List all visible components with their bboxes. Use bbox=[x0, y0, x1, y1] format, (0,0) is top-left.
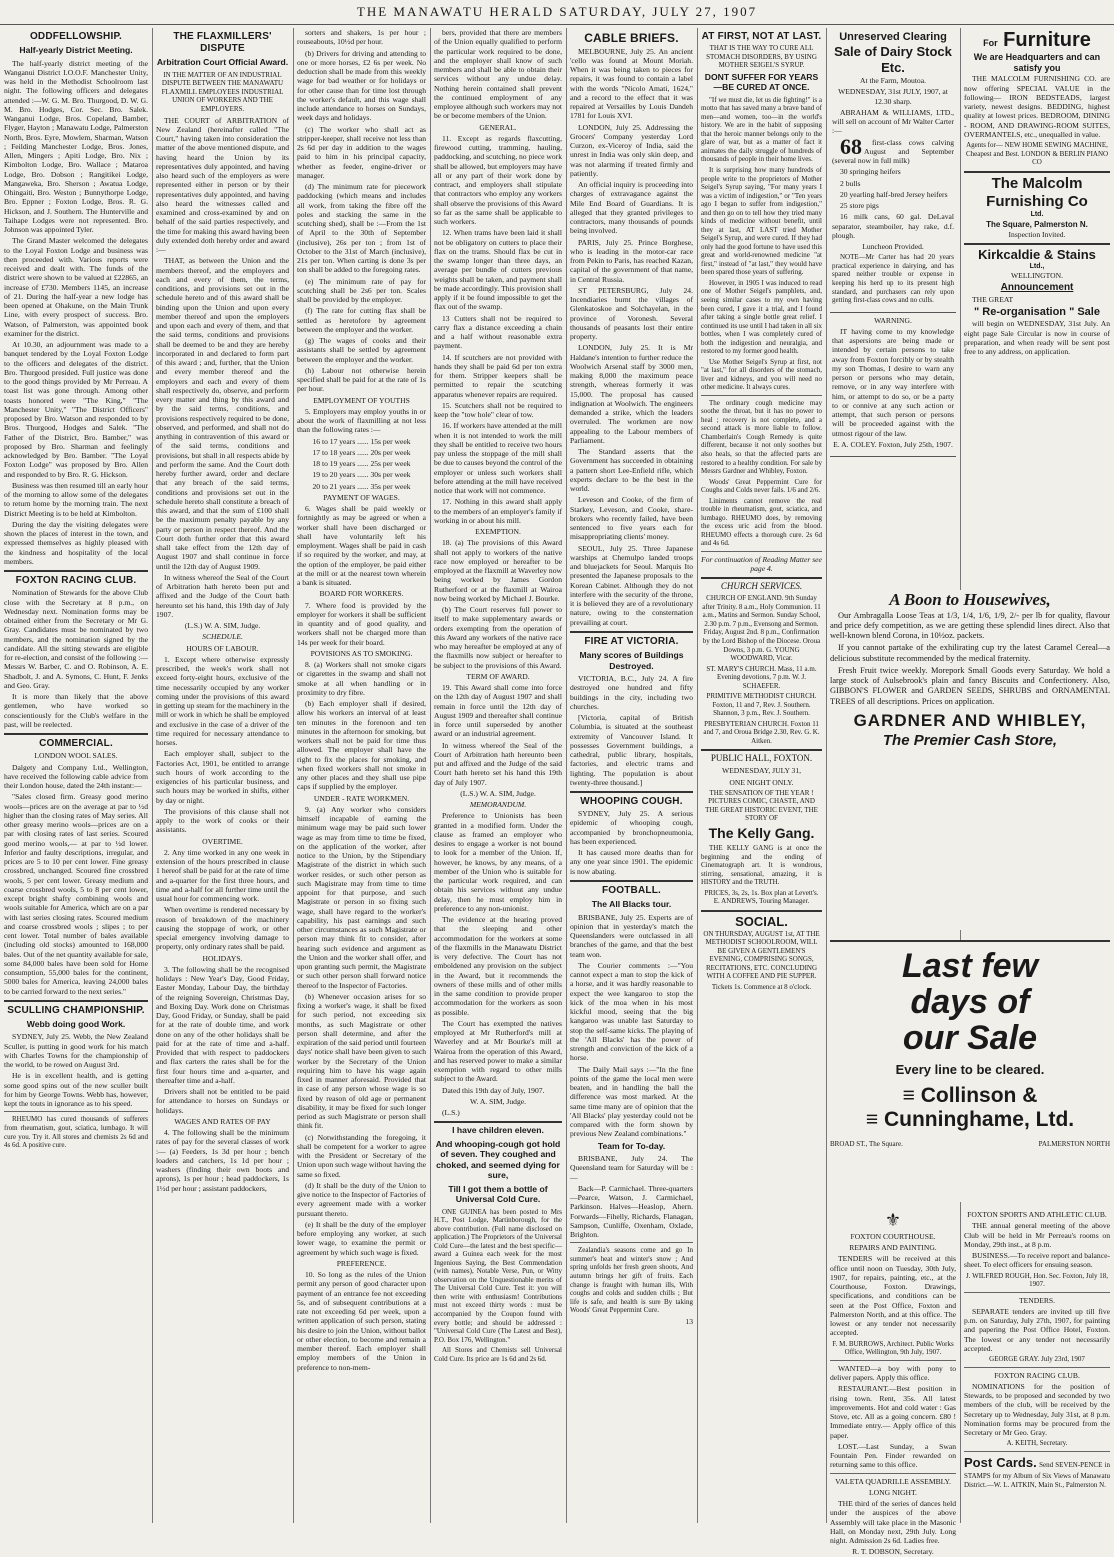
divider bbox=[701, 577, 822, 579]
advert-warning bbox=[830, 313, 956, 458]
heading-football: FOOTBALL. bbox=[601, 884, 661, 896]
advert-paragraph: THE MALCOLM FURNISHING CO. are now offering SPECIAL VALUE in the following— IRON BEDSTEADS, largest variety, newest designs. BEDDING, highest quality at lowest prices. BEDROOM, DINING - ROOM, AND DRAWING-ROOM SUITES, OVERMANTELS, etc., unequalled in value. bbox=[964, 74, 1110, 139]
article-paragraph: Dated this 19th day of July, 1907. bbox=[442, 1085, 545, 1095]
section-title: MEMORANDUM. bbox=[469, 800, 527, 809]
article-paragraph: The Standard asserts that the Government has succeeded in obtaining a pattern short Lee-Enfield rifle, which experts declare to be the best in the world. bbox=[570, 447, 693, 494]
article-paragraph: The Grand Master welcomed the delegates to the Loyal Foxton Lodge and business was then proceeded with. Various reports were received and dealt with. The funds of the district were shown to be valued at £22865, an increase of £730. Members 1145, an increase of 21. During the half-year a new lodge has been opened at Ohakune, on the Main Trunk Line, with every prospect of success. Bro. Watson, of Palmerston, was appointed book examiner for the district. bbox=[4, 236, 148, 338]
advert-title: Last few bbox=[901, 947, 1039, 985]
article-paragraph: The provisions of this clause shall not apply to the work of cooks or their assistants. bbox=[156, 806, 289, 835]
article-paragraph: During the day the visiting delegates were shown the places of interest in the town, and expressed themselves as highly pleased with the kindness and hospitality of the local members. bbox=[4, 519, 148, 566]
article-paragraph: 16. If workers have attended at the mill when it is not intended to work the mill they shall be entitled to receive two hours pay unless the stoppage of the mill shall be due to causes beyond the control of the employer or unless such workers shall before attending at the mill have received notice that work will not commence. bbox=[434, 421, 562, 495]
advert-line: We are Headquarters and can satisfy you bbox=[973, 52, 1101, 74]
advert-line: At the Farm, Moutoa. bbox=[859, 76, 926, 86]
heading-whooping-cough: WHOOPING COUGH. bbox=[580, 796, 683, 808]
divider bbox=[434, 1121, 562, 1123]
divider bbox=[964, 1292, 1110, 1293]
cow-count: 68 bbox=[840, 133, 862, 159]
signature: (L.S.) W. A. SIM, Judge. bbox=[460, 788, 536, 798]
advert-paragraph: It is surprising how many hundreds of people write to the proprietors of Mother Seigel's Syrup saying, "For many years I was a victim of indigestion," or "Ten years ago I began to suffer from indigestion," and then go on to tell how they tried many kinds of medicine without benefit, until they at last, AT LAST tried Mother Seigel's Syrup, and were cured. If they had only had the good fortune to have used this great and world-renowned medicine "at first," instead of "at last," they would have been spared those years of suffering. bbox=[701, 166, 822, 277]
rate-row: 16 to 17 years ...... 15s per week bbox=[312, 436, 411, 446]
divider bbox=[964, 243, 1110, 245]
divider bbox=[4, 1111, 148, 1112]
advert-collinson bbox=[830, 940, 1110, 1202]
article-paragraph: 6. Wages shall be paid weekly or fortnightly as may be agreed or when a worker shall have been discharged or shall have voluntarily left his employment. Wages shall be paid in cash if so required by the worker, and may, at the option of the employer, be paid either at the mill or at the nearest town wherein a bank is situated. bbox=[297, 504, 426, 587]
advert-paragraph: ABRAHAM & WILLIAMS, LTD., will sell on account of Mr Walter Carter :— bbox=[832, 107, 954, 136]
section-title: FOXTON RACING CLUB. bbox=[994, 1370, 1080, 1380]
divider bbox=[570, 791, 693, 793]
section-title: POVISIONS AS TO SMOKING. bbox=[310, 648, 413, 658]
article-paragraph: (e) The minimum rate of pay for scutching shall be 2s6 per ton. Scales shall be provided by the employer. bbox=[297, 276, 426, 304]
article-paragraph: "Sales closed firm. Greasy good merino wools—prices are on the average at par to ½d higher than the closing rates of May series. All other greasy merino wools—prices are on a par with closing rates of last series. Scoured good merino wools,— at par to ½d lower. Inferior and faulty descriptions, irregular, and prices are 5 to 10 per cent lower. Fine greasy crossbred, unchanged. Scoured fine crossbred wools, 5 per cent lower. Greasy medium and coarse crossbred wools, 5 to 8 per cent lower, except bright shafty combining wools and wools suitable for America, which are on a par with last series closing rates. Scoured medium and coarse crossbred wools ; slipes ; to per cent lower. Total number of bales available (including old stocks) amounted to 168,000 bales. Out of the net quantity available for sale, some 84,000 bales have been sold for Home consumption, 55,000 bales for the continent, 5000 bales for America, leaving 24,000 bales to be carried forward to the next series." bbox=[4, 792, 148, 996]
heading-commercial: COMMERCIAL. bbox=[39, 738, 113, 750]
store-name: GARDNER AND WHIBLEY, bbox=[853, 710, 1087, 730]
article-paragraph: PARIS, July 25. Prince Borghese, who is leading in the motor-car race from Pekin to Paris, has reached Kazan, capital of the government of that name, in Central Russia. bbox=[570, 237, 693, 284]
section-title: BOARD FOR WORKERS. bbox=[319, 589, 404, 599]
advert-heading: Till I got them a bottle of Universal Cold Cure. bbox=[448, 1183, 548, 1205]
column-3 bbox=[297, 28, 426, 1523]
advert-title: days of bbox=[910, 983, 1030, 1021]
advert-paragraph: If you cannot partake of the exhilirating cup try the latest Caramel Cereal—a delicious substitute recommended by the medical fraternity. bbox=[830, 643, 1110, 663]
divider bbox=[701, 395, 822, 396]
column-5 bbox=[570, 28, 693, 1523]
event-line: THE SENSATION OF THE YEAR ! PICTURES COMIC, CHASTE, AND THE GREAT HISTORIC EVENT, THE STORY OF bbox=[705, 788, 818, 823]
article-paragraph: (b) Each employer shall if desired, allow his workers an interval of at least ten minutes in the forenoon and ten minutes in the afternoon for smoking, but workers shall not be paid for time thus allowed. The employer shall have the right to fix the places for smoking, and when fixed workers shall not smoke in any other places and they shall use pipe caps if supplied by the employer. bbox=[297, 699, 426, 792]
article-paragraph: Leveson and Cooke, of the firm of Starkey, Leveson, and Cooke, share-brokers who recently failed, have been sentenced to five years each for misappropriating clients' money. bbox=[570, 495, 693, 542]
divider bbox=[701, 749, 822, 751]
advert-title: Post Cards. bbox=[964, 1454, 1037, 1470]
advert-line: WEDNESDAY, 31st JULY, 1907, at 12.30 sharp. bbox=[838, 87, 948, 106]
subheading: Arbitration Court Official Award. bbox=[156, 57, 289, 68]
column-6 bbox=[701, 28, 822, 1523]
heading-flaxmillers: THE FLAXMILLERS' DISPUTE bbox=[173, 31, 272, 55]
article-paragraph: LONDON, July 25. Addressing the Grocers' Company yesterday Lord Curzon, ex-Viceroy of India, said the unrest in India was only skin deep, and was not alarming if treated firmly and patiently. bbox=[570, 122, 693, 178]
advert-paragraph: NOMINATIONS for the position of Stewards, to be proposed and seconded by two members of the club, will be received by the Secretary up to Wednesday, July 31st, at 8 p.m. Nomination forms may be procured from the Secretary or Mr Geo. Gray. bbox=[964, 1381, 1110, 1438]
lot-item: 25 store pigs bbox=[840, 201, 879, 211]
article-paragraph: 10. So long as the rules of the Union permit any person of good character upon payment of an entrance fee not exceeding 5s, and of subsequent contributions at a rate not exceeding 6d per week, upon a written application of such person, stating his desire to join the Union, without ballot or other election, to become and remain a member thereof. Each employer shall employ members of the Union in preference to non-mem- bbox=[297, 1270, 426, 1372]
article-paragraph: LONDON, July 25. It is Mr Haldane's intention to further reduce the Woolwich Arsenal staff by 3000 men, making 8,000 the maximum peace strength, whereas formerly it was 15,000. The proposal has caused indignation at Woolwich. The engineers demanded a strike, which the leaders overruled. The workmen are now appealing to the Labour members of Parliament. bbox=[570, 343, 693, 445]
company-name: Furnishing Co bbox=[986, 192, 1088, 210]
article-paragraph: Nomination of Stewards for the above Club close with the Secretary at 8 p.m., on Wednesday next. Nomination forms may be obtained either from the Secretary or Mr G. Gray. Candidates must be nominated by two members, and the nomination signed by the candidate. All the sitting stewards are eligible for re-election, and consist of the following :—Messrs W. Barber, C. and O. Robinson, A. E. Shadbolt, J. and A. Symons, C. Hunt, F. Jenks and Geo. Gray. bbox=[4, 588, 148, 690]
advert-title: our Sale bbox=[902, 1019, 1038, 1057]
advert-title: Sale of Dairy Stock Etc. bbox=[834, 44, 952, 76]
article-paragraph: 7. Where food is provided by the employer for workers it shall be sufficient in quantity and of good quality, and workers shall not be charged more than 14s per week for their board. bbox=[297, 600, 426, 647]
advert-verse: Zealandia's seasons come and go In summer's heat and winter's snow ; And spring unfolds her fresh green shoots, And autumn brings her gift of fruits. Each change is fraught with human ills, With coughs and colds and sudden chills ; But life is safe, and health is sure By taking Woods' Great Peppermint Cure. bbox=[570, 1246, 693, 1315]
divider bbox=[570, 880, 693, 882]
article-paragraph: (d) The minimum rate for piecework paddocking (which means and includes all work, from taking the fibre off the poles and stacking the same in the scutching shed), shall be :—From the 1st of April to the 30th of September (inclusive), 26s per ton ; from 1st of October to the 31st of March (inclusive), 21s per ton. When carting is done 3s per ton shall be added to the foregoing rates. bbox=[297, 182, 426, 275]
advert-paragraph: THE KELLY GANG is at once the beginning and the ending of Cinematograph art. It is wondrous, stirring, sensational, amazing, it is HISTORY and the TRUTH. bbox=[701, 844, 822, 887]
company-name: ≡ Collinson & bbox=[902, 1083, 1038, 1107]
advert-paragraph: Woods' Great Peppermint Cure for Coughs and Colds never fails. 1/6 and 2/6. bbox=[701, 477, 822, 495]
article-paragraph: 17. Nothing in this award shall apply to the members of an employer's family if working in or about his mill. bbox=[434, 497, 562, 525]
article-paragraph: Dalgety and Company Ltd., Wellington, have received the following cable advice from their London house, dated the 24th instant:— bbox=[4, 762, 148, 791]
subheading: LONDON WOOL SALES. bbox=[34, 751, 118, 761]
advert-paragraph: Use Mother Seigel's Syrup at first, not "at last," for all disorders of the stomach, liver and kidneys, and you will need no other medicine. It always cures. bbox=[701, 357, 822, 392]
article-paragraph: The Courier comments :—"You cannot expect a man to stop the kick of a horse, and it was hardly reasonable to expect the wee kangaroo to stop the kick of the moa when in his most kickful mood, seeing that the big kangaroo was unable last Saturday to stop the self-same kicks. The playing of the 'All Blacks' has the power of strength and conviction of the kick of a horse. bbox=[570, 960, 693, 1063]
article-paragraph: 11. Except as regards flaxcutting, firewood cutting, tramming, hauling, paddocking, and scutching, no piece work shall be allowed, but employers may have all or any part of their work done by contract, and employers shall stipulate that contractors who employ any workers shall observe the provisions of this Award so far as the same shall be applicable to such workers. bbox=[434, 133, 563, 226]
column-rule bbox=[152, 28, 153, 1523]
column-2 bbox=[156, 28, 289, 1523]
article-paragraph: (g) The wages of cooks and their assistants shall be settled by agreement between the employer and the worker. bbox=[297, 336, 426, 364]
advert-paragraph: All Stores and Chemists sell Universal Cold Cure. Its price are 1s 6d and 2s 6d. bbox=[434, 1346, 562, 1363]
advert-paragraph: However, in 1905 I was induced to read one of Mother Seigel's pamphlets, and, seeing similar cases to my own having been cured, I gave it a trial, and I found after taking a single bottle great relief. I continued its use until I had taken in all six bottles, when I was completely cured of both the indigestion and neuralgia, and restored to my former good health. bbox=[701, 278, 822, 356]
article-paragraph: 4. The following shall be the minimum rates of pay for the several classes of work :— (a) Feeders, 1s 3d per hour ; bench loaders and catchers, 1s 1d per hour ; washers (finding their own boots and aprons), 1s per hour ; head paddockers, 1s 1½d per hour ; assistant paddockers, bbox=[156, 1128, 289, 1193]
article-paragraph: (c) The worker who shall act as stripper-keeper, shall receive not less than 2s 6d per day in addition to the wages paid to him in his principal capacity, whether as feeder, engine-driver or manager. bbox=[297, 124, 426, 180]
heading-oddfellowship: ODDFELLOWSHIP. bbox=[29, 31, 123, 42]
advert-title: For bbox=[983, 38, 998, 48]
company-suffix: Ltd., bbox=[1029, 262, 1045, 270]
article-paragraph: 18. (a) The provisions of this Award shall not apply to workers of the native race now employed or hereafter to be employed at the flaxmill at Waverley now being worked by James Gordon Rutherford or at the flaxmill at Wairoa now being worked by Michael J. Bourke. bbox=[434, 538, 562, 603]
article-paragraph: Preference to Unionists has been granted in a modified form. Under the clause as framed an employer who desires to engage a worker is not bound to look for a member of the Union. If, however, he knows, by any means, of a member of the Union who is suitable for the particular work required, and can obtain his services without any undue delay, then he must employ him in preference to any non-unionist. bbox=[434, 811, 562, 913]
article-paragraph: He is in excellent health, and is getting some good spins out of the new sculler built for him by George Towns. Webb has, however, kept the touts in ignorance as to his speed. bbox=[4, 1071, 148, 1109]
church-listing: CHURCH OF ENGLAND. 9th Sunday after Trinity. 8 a.m., Holy Communion. 11 a.m., Matins and Sermon. Sunday School, 2.30 p.m. 7 p.m., Evensong and Sermon. Friday, August 2nd. 8 p.m., Confirmation by the Lord Bishop of the Diocese. Oroua Downs, 3 p.m. G. YOUNG WOODWARD, Vicar. bbox=[702, 594, 821, 663]
article-paragraph: SEOUL, July 25. Three Japanese warships at Chemulpo landed troops and bluejackets for Seoul. Marquis Ito presented the Japanese proposals to the Korean Cabinet. Although they do not interfere with the security of the throne, it is believed they are of a revolutionary nature, owing to the consternation prevailing at court. bbox=[570, 543, 693, 627]
continuation-note: For continuation of Reading Matter see page 4. bbox=[701, 554, 822, 574]
advert-paragraph: "If we must die, let us die fighting!" is a motto that has saved many a brave band of men—and women, too—in the world's history. We are in the habit of supposing that the heroic manner belongs only to the glare of war, but as a matter of fact it animates the daily struggle of hundreds of thousands of people in their home lives. bbox=[701, 95, 822, 164]
subheading: DONT SUFFER FOR YEARS—BE CURED AT ONCE. bbox=[704, 71, 819, 93]
advert-gardner-whibley bbox=[830, 590, 1110, 930]
article-paragraph: SYDNEY, July 25. A serious epidemic of whooping cough, accompanied by bronchopneumonia, has been experienced. bbox=[570, 809, 693, 846]
article-paragraph: 1. Except where otherwise expressly prescribed, the week's work shall not exceed forty-eight hours, exclusive of the time necessarily occupied by any worker coming under the provisions of this award in getting up steam for the machinery in the mill or work in which he shall be employed and exclusive in the case of a driver of the time required for necessary attendance to horses. bbox=[156, 654, 289, 748]
company-name: ≡ Cunninghame, Ltd. bbox=[865, 1107, 1075, 1131]
column-rule bbox=[430, 28, 431, 1523]
church-listing: PRESBYTERIAN CHURCH. Foxton 11 and 7, and Oroua Bridge 2.30, Rev. G. K. Aitken. bbox=[703, 719, 820, 745]
article-paragraph: Drivers shall not be entitled to be paid for attendance to horses on Sundays or holidays. bbox=[156, 1087, 289, 1115]
article-paragraph: THE COURT of ARBITRATION of New Zealand (hereinafter called "The Court," having taken into consideration the matter of the above mentioned dispute, and having heard the Union by its representatives duly appointed, and having also heard such of the employers as were represented either in person or by their representatives duly appointed, and having also heard the witnesses called and examined and cross-examined by and on behalf of the said parties respectively, and the time for making this award having been duly extended doth hereby order and award :— bbox=[156, 115, 289, 255]
column-1 bbox=[4, 28, 148, 1523]
subheading: Webb doing good Work. bbox=[26, 1018, 126, 1029]
rate-row: 19 to 20 years ...... 30s per week bbox=[312, 470, 411, 480]
section-title: HOURS OF LABOUR. bbox=[186, 643, 259, 653]
section-title: PREFERENCE. bbox=[336, 1258, 387, 1268]
article-paragraph: Business was then resumed till an early hour of the morning to allow some of the delegates to return home by the morning train. The next District Meeting is to be held at Kimbolton. bbox=[4, 480, 148, 518]
section-title: OVERTIME. bbox=[202, 836, 243, 846]
article-paragraph: It is more than likely that the above gentlemen, who have worked so conscientiously for the Club's welfare in the past, will be reelected. bbox=[4, 692, 148, 729]
article-paragraph: BRISBANE, July 24. The Queensland team for Saturday will be :— bbox=[570, 1154, 693, 1182]
section-title: HOLIDAYS. bbox=[202, 953, 243, 963]
article-paragraph: 5. Employers may employ youths in or about the work of flaxmilling at not less than the following rates :— bbox=[297, 406, 426, 435]
article-paragraph: (b) Drivers for driving and attending to one or more horses, £2 6s per week. No deduction shall be made from this weekly wage for bad weather or for holidays or for other cause than for time lost through the worker's default, and this wage shall include attendance to horses on Sundays, week days and holidays. bbox=[297, 48, 426, 123]
rate-row: 20 to 21 years ...... 35s per week bbox=[312, 481, 411, 491]
article-paragraph: (b) Whenever occasion arises for so fixing a worker's wage, it shall be fixed for such period, not exceeding six months, as such Magistrate or other person shall determine, and after the expiration of the said period until fourteen days' notice shall have been given to such worker by the Secretary of the Union requiring him to have his wage again fixed in manner aforesaid. Provided that in case of any person whose wage is so fixed by reason of old age or permanent disability, it may be fixed for such longer period as such Magistrate or person shall think fit. bbox=[297, 991, 426, 1131]
advert-heading: And whooping-cough got hold of seven. They coughed and choked, and seemed dying for sure, bbox=[435, 1138, 561, 1181]
masthead bbox=[0, 0, 1114, 25]
lot-item: 2 bulls bbox=[840, 178, 861, 188]
divider bbox=[4, 1000, 148, 1002]
article-paragraph: 15. Scutchers shall not be required to keep the "tow hole" clear of tow. bbox=[434, 400, 562, 419]
company-name: Kirkcaldie & Stains bbox=[978, 246, 1096, 262]
advert-title: Furniture bbox=[1003, 29, 1091, 51]
advert-line: first-class cows calving August and September (several now in full milk) bbox=[832, 137, 954, 166]
divider bbox=[701, 910, 822, 912]
advert-paragraph: ON THURSDAY, AUGUST 1st, AT THE METHODIST SCHOOLROOM, WILL BE GIVEN A GENTLEMEN'S EVENING, COMPRISING SONGS, RECITATIONS, ETC. CONCLUDING WITH A COFFEE AND PIE SUPPER. bbox=[703, 929, 820, 981]
classified: WANTED—a boy with pony to deliver papers. Apply this office. bbox=[830, 1363, 956, 1383]
article-paragraph: ST PETERSBURG, July 24. Incendiaries burnt the villages of Glenkatoskoe and Solchayelan, in the province of Voronesh. Several thousands of peasants lost their entire property. bbox=[570, 285, 693, 342]
signature: A. KEITH, Secretary. bbox=[1006, 1439, 1068, 1448]
article-paragraph: The half-yearly district meeting of the Wanganui District I.O.O.F. Manchester Unity, was held in the Methodist Schoolroom last night. The following officers and delegates attended :—W. G. M. Bro. Thurgood, D. W. G. M. Bro. Hodges, Cor. Sec. Bro. Salek. Wanganui Lodge, Bros. Copeland, Bamber, Flyger, Hayton ; Manawatu Lodge, Palmerston North, Bros. Eyre, Mowlem, Sharman, Watson ; Feilding Manchester Lodge, Bros. Jones, Allen, Mingers ; Apiti Lodge, Bro. Nix ; Kimbolton Lodge, Bro. Wallace ; Mataroa Lodge, Bro. Dobson ; Rangitikei Lodge, Mangaweka, Bro. Sherson ; Awatua Lodge, Ohingaiti, Bro. Weston ; Bunnythorpe Lodge, Bro. Eppner ; Foxton Lodge, Bros. R. G. Hickson, and J. Southern. The Hunterville and Taihape Lodges were not represented. Bro. Johnson was appointed Tyler. bbox=[4, 58, 148, 235]
article-paragraph: Back—P. Carmichael. Three-quarters—Pearce, Watson, J. Carmichael, Parkinson. Halves—Heaslop, Ahern. Forwards—Fihelly, Richards, Flanagan, Sampson, Cunliffe, Oxenham, Oxlade, Brighton. bbox=[570, 1183, 693, 1240]
article-paragraph: 19. This Award shall come into force on the 12th day of August 1907 and shall remain in force until the 12th day of August 1909 and thereafter shall continue in force until superseded by another award or an industrial agreement. bbox=[434, 683, 562, 739]
article-paragraph: THAT, as between the Union and the members thereof, and the employers and each and every of them, the terms, conditions, and provisions set out in the schedule hereto and of this award shall be binding upon the Union and upon every member thereof and upon the employers and upon each and every of them, and that the said terms, conditions and provisions shall be deemed to be and they are hereby incorporated in and declared to form part of this award ; and, further, that the Union and every member thereof and the employers and each and every of them shall respectively do, observe, and perform every matter and thing by this award and by the said terms, conditions, and provisions respectively required to be done, observed, and performed, and shall not do anything in contravention of this award or of the said terms, conditions and provisions, but shall in all respects abide by and perform the same. And the Court doth hereby further award, order and declare that any breach of the said terms, conditions and provisions set out in the schedule hereto shall constitute a breach of this award, and that the sum of £100 shall be the maximum penalty payable by any party or person in respect thereof. And the Court doth further order that this award shall take effect from the 12th day of August 1907 and shall continue in force until the 12th day of August 1909. bbox=[156, 256, 289, 571]
signature: F. M. BURROWS, Architect. Public Works Office, Wellington, 9th July, 1907. bbox=[832, 1339, 954, 1357]
heading-racing: FOXTON RACING CLUB. bbox=[15, 575, 137, 587]
classified: LOST.—Last Sunday, a Swan Fountain Pen. Finder rewarded on returning same to this office. bbox=[830, 1441, 956, 1470]
section-title: TERM OF AWARD. bbox=[466, 671, 530, 681]
section-title: CHURCH SERVICES. bbox=[720, 581, 803, 592]
lot-item: 16 milk cans, 60 gal. DeLaval separator, steamboiler, hay rake, d.f. plough. bbox=[832, 212, 954, 240]
article-paragraph: VICTORIA, B.C., July 24. A fire destroyed one hundred and fifty buildings in the city, including two churches. bbox=[570, 674, 693, 711]
advert-title: Unreserved Clearing bbox=[839, 31, 947, 43]
signature: E. A. COLEY. Foxton, July 25th, 1907. bbox=[833, 439, 953, 449]
address: WELLINGTON. bbox=[1011, 271, 1063, 281]
section-title: UNDER - RATE WORKMEN. bbox=[313, 793, 410, 803]
article-paragraph: (e) It shall be the duty of the employer before employing any worker, at such lower wage, to examine the permit or agreement by which such wage is fixed. bbox=[297, 1219, 426, 1257]
divider bbox=[964, 1451, 1110, 1452]
address: BROAD ST., The Square. bbox=[830, 1139, 903, 1148]
advert-paragraph: Our Ambragalla Loose Teas at 1/3, 1/4, 1/6, 1/9, 2/- per lb for quality, flavour and price defy competition, as we are getting these splendid lines direct. Also that well-known blend Corona, in 10½oz. packets. bbox=[830, 610, 1110, 641]
heading-fire: FIRE AT VICTORIA. bbox=[584, 635, 679, 647]
column-4 bbox=[434, 28, 562, 1523]
church-listing: PRIMITIVE METHODIST CHURCH. Foxton, 11 and 7, Rev. J. Southern. Shannon, 3 p.m., Rev. J. Southern. bbox=[706, 692, 817, 718]
advert-paragraph: THE third of the series of dances held under the auspices of the above Assembly will take place in the Masonic Hall, on Monday next, 29th July. Long night. Admission 2s 6d. Ladies free. bbox=[830, 1499, 956, 1546]
section-title: VALETA QUADRILLE ASSEMBLY. bbox=[835, 1476, 951, 1486]
signature: (L.S.) W. A. SIM, Judge. bbox=[184, 621, 261, 631]
section-title: WAGES AND RATES OF PAY bbox=[174, 1116, 271, 1126]
section-title: LONG NIGHT. bbox=[869, 1487, 917, 1497]
article-paragraph: [Victoria, capital of British Columbia, is situated at the southeast extremity of Vancouver Island. It possesses Government buildings, a cathedral, public library, hospitals, factories, and electric trams and lighting. The population is about twenty-three thousand.] bbox=[570, 713, 693, 787]
subheading: Half-yearly District Meeting. bbox=[19, 45, 133, 56]
divider bbox=[4, 570, 148, 572]
signature: R. T. DOBSON, Secretary. bbox=[852, 1547, 934, 1557]
advert-paragraph: Tickets 1s. Commence at 8 o'clock. bbox=[711, 982, 812, 991]
subheading: Many scores of Buildings Destroyed. bbox=[579, 650, 684, 671]
masthead-title: THE MANAWATU HERALD SATURDAY, JULY 27, 1907 bbox=[356, 4, 758, 19]
advert-paragraph: Fresh Fruit twice weekly. Morepork Small Goods every Saturday. We hold a large stock of Aulsebrook's plain and fancy Biscuits and Confectionery. Also, GIBBON'S FLOWER and GARDEN SEEDS, SHRUBS and ORNAMENTAL TREES of all descriptions. Prices on application. bbox=[830, 665, 1110, 706]
advert-paragraph: SEPARATE tenders are invited up till five p.m. on Saturday, July 27th, 1907, for painting and papering the Post Office Hotel, Foxton. The lowest or any tender not necessarily accepted. bbox=[964, 1306, 1110, 1353]
seal: (L.S.) bbox=[442, 1108, 460, 1117]
section-title: EMPLOYMENT OF YOUTHS bbox=[313, 395, 410, 405]
advert-paragraph: IT having come to my knowledge that aspersions are being made or intended by certain persons to take away from Foxton forcibly or by stealth my son Thomas, I desire to warn any person or persons who may detain, remove, or in any way interfere with him, or attempt to do so, or be a party to or connive at any such action or attempt, that such person or persons will be proceeded against with the utmost rigour of the law. bbox=[832, 326, 954, 438]
signature: GEORGE GRAY. July 23rd, 1907 bbox=[989, 1355, 1085, 1364]
church-listing: ST. MARY'S CHURCH. Mass, 11 a.m. Evening devotions, 7 p.m. W. J. SCHAEFER. bbox=[706, 664, 817, 690]
advert-title: Announcement bbox=[1000, 282, 1074, 294]
advert-paragraph: Liniments cannot remove the real trouble in rheumatism, gout, sciatica, and lumbago. RHEUMO does, by removing the excess uric acid from the blood. RHEUMO effects a thorough cure. 2s 6d and 4s 6d. bbox=[701, 496, 822, 548]
article-paragraph: Each employer shall, subject to the Factories Act, 1901, be entitled to arrange such hours of work according to the exigencies of his particular business, and such hours may be worked in shifts, either by day or night. bbox=[156, 749, 289, 805]
divider bbox=[701, 551, 822, 552]
divider bbox=[964, 1367, 1110, 1368]
intro: IN THE MATTER OF AN INDUSTRIAL DISPUTE BETWEEN THE MANAWATU FLAXMILL EMPLOYEES INDUSTRIAL UNION OF WORKERS AND THE EMPLOYERS. bbox=[161, 70, 284, 113]
divider bbox=[830, 1360, 956, 1361]
article-paragraph: In witness whereof the Seal of the Court of Arbitration hath hereunto been put and affixed and the Judge of the said Court hath hereto set his hand this 19th day of July 1907. bbox=[434, 740, 562, 787]
advert-line: Every line to be cleared. bbox=[895, 1062, 1045, 1077]
event-date: WEDNESDAY, JULY 31, bbox=[721, 766, 802, 776]
divider bbox=[570, 631, 693, 633]
column-rule bbox=[697, 28, 698, 1523]
heading-sculling: SCULLING CHAMPIONSHIP. bbox=[7, 1004, 145, 1016]
column-8-lower bbox=[964, 1210, 1110, 1523]
article-paragraph: 2. Any time worked in any one week in extension of the hours prescribed in clause 1 hereof shall be paid for at the rate of time and a-quarter for the first three hours, and time and a-half for all further time until the usual hour for commencing work. bbox=[156, 847, 289, 904]
column-rule bbox=[566, 28, 567, 1523]
section-title: FOXTON COURTHOUSE. bbox=[850, 1231, 936, 1241]
address: The Square, Palmerston N. bbox=[986, 219, 1088, 229]
column-8 bbox=[964, 28, 1110, 588]
article-paragraph: BRISBANE, July 25. Experts are of opinion that in yesterday's match the Queenslanders were outclassed in all branches of the game, and that the best team won. bbox=[570, 912, 693, 959]
section-title: PAYMENT OF WAGES. bbox=[323, 492, 400, 502]
section-title: TENDERS. bbox=[1018, 1295, 1056, 1305]
advert-paragraph: The ordinary cough medicine may soothe the throat, but it has no power to heal ; recovery is not complete, and a second attack is more liable to follow. Chamberlain's Cough Remedy is quite different, because it not only soothes but also heals, so that the affected parts are restored to a healthy condition. For sale by Messrs Gardner and Whibley, Foxton. bbox=[701, 398, 822, 476]
store-tagline: The Premier Cash Store, bbox=[882, 731, 1058, 749]
divider bbox=[4, 733, 148, 735]
section-title: SCHEDULE. bbox=[202, 632, 243, 642]
article-paragraph: An official inquiry is proceeding into charges of extravagance against the Mile End Board of Guardians. It is alleged that they granted privileges to contractors, many thousands of pounds being involved. bbox=[570, 180, 693, 236]
company-suffix: Ltd. bbox=[1030, 211, 1044, 219]
advert-paragraph: ONE GUINEA has been posted to Mrs H.T., Post Lodge, Martinborough, for the above contribution. (Full name disclosed on application.) The Proprietors of the Universal Cold Cure—the latest and the best specific—award a Guinea each week for the most Ingenious Saying, the Best Commendation (with names), Notable Verse, Pun, or Witty observation on the Unquestionable merits of The Universal Cold Cure. Test it: you will then write with enthusiasm! Contributions must not exceed thirty words : must be accompanied by the Coupon found with every bottle; and should be addressed : "Universal Cold Cure (The Latest and Best), P.O. Box 176, Wellington." bbox=[434, 1207, 562, 1344]
column-rule bbox=[826, 28, 827, 1523]
article-paragraph: (f) The rate for cutting flax shall be settled as heretofore by agreement between the employer and the worker. bbox=[297, 306, 426, 334]
article-paragraph: 13 Cutters shall not be required to carry flax a distance exceeding a chain and a half without reasonable extra payment. bbox=[434, 313, 562, 351]
event-line: ONE NIGHT ONLY. bbox=[729, 777, 794, 787]
advert-heading: I have children eleven. bbox=[452, 1125, 544, 1136]
advert-rheumo: RHEUMO has cured thousands of sufferers from rheumatism, gout, sciatica, lumbago. It will cure you. Try it. All stores and chemists 2s 6d and 4s 6d. A positive cure. bbox=[4, 1115, 148, 1150]
article-paragraph: It has caused more deaths than for any one year since 1901. The epidemic is now abating. bbox=[570, 848, 693, 876]
lot-item: 20 yearling half-bred Jersey heifers bbox=[840, 189, 948, 199]
social-title: SOCIAL. bbox=[735, 913, 788, 929]
article-paragraph: 8. (a) Workers shall not smoke cigars or cigarettes in the swamp and shall not smoke at all when handling or in proximity to dry fibre. bbox=[297, 660, 426, 697]
advert-line: THE GREAT bbox=[972, 294, 1014, 304]
divider bbox=[570, 1242, 693, 1243]
section-title: WARNING. bbox=[874, 315, 912, 325]
section-title: GENERAL. bbox=[479, 122, 517, 132]
advert-clearing-sale bbox=[830, 28, 956, 313]
advert-title: " Re-organisation " Sale bbox=[974, 305, 1100, 318]
advert-paragraph: NOTE—Mr Carter has had 20 years practical experience in dairying, and has spared neither trouble or expense in keeping his herd up to its present high standard, and purchasers can rely upon getting first-class cows and no culls. bbox=[832, 253, 954, 305]
article-paragraph: At 10.30, an adjournment was made to a banquet tendered by the Loyal Foxton Lodge to the officers and delegates of the district. Bro. Thurgood presided. Full justice was done to the good things provided by Mr Perreau. A toast list was gone through. Among other toasts honored were "The King," "The Manchester Unity," "The District Officers" proposed by Bro. Watson and responded to by Bros. Thurgood, Hodges and Salek. "The Father of the District, Bro. Bamber," was proposed by Bro. Sharman and feelingly acknowledged by Bro. Bamber. "The Loyal Foxton Lodge" was proposed by Bro. Allen and responded to by Bro. R. G. Hickson. bbox=[4, 340, 148, 479]
lot-item: 30 springing heifers bbox=[840, 167, 901, 177]
article-paragraph: (c) Notwithstanding the foregoing, it shall be competent for a worker to agree with the President or Secretary of the Union upon such wage without having the same so fixed. bbox=[297, 1132, 426, 1179]
advert-paragraph: BUSINESS.—To receive report and balance-sheet. To elect officers for ensuing season. bbox=[964, 1251, 1110, 1270]
page-fold-number: 13 bbox=[685, 1316, 693, 1326]
article-paragraph: (d) It shall be the duty of the Union to give notice to the Inspector of Factories of every agreement made with a worker pursuant thereto. bbox=[297, 1180, 426, 1218]
article-paragraph: When overtime is rendered necessary by reason of breakdown of the machinery causing the stoppage of work, or other special emergency involving damage to property, only ordinary rates shall be paid. bbox=[156, 905, 289, 952]
article-paragraph: sorters and shakers, 1s per hour ; rouseabouts, 10½d per hour. bbox=[297, 28, 426, 47]
advert-paragraph: Agents for— NEW HOME SEWING MACHINE, Cheapest and Best. LONDON & BERLIN PIANO CO bbox=[965, 141, 1109, 167]
advert-line: Inspection Invited. bbox=[1008, 229, 1066, 239]
address: PALMERSTON NORTH bbox=[1038, 1139, 1110, 1148]
column-rule bbox=[293, 28, 294, 1523]
article-paragraph: (b) The Court reserves full power to itself to make supplementary awards or orders exempting from the operation of this Award any workers of the native race who may hereafter be employed at any of the flaxmills now subject or hereafter to be subject to the provisions of this Award. bbox=[434, 605, 562, 670]
section-title: PUBLIC HALL, FOXTON. bbox=[710, 753, 813, 764]
advert-paragraph: Send SEVEN-PENCE in STAMPS for my Album of Six Views of Manawatu District.—W. L. AITKIN, Main St., Palmerston N. bbox=[964, 1460, 1110, 1490]
article-paragraph: MELBOURNE, July 25. An ancient 'cello was found at Mount Moriah. When it was being taken to pieces for repairs, it was found to contain a label with the words "Nicolo Amati, 1624," and a record to the effect that it was repaired at Versailles by Louis Dandeh 1781 for Louis XVI. bbox=[570, 46, 693, 121]
column-7-lower bbox=[830, 1210, 956, 1557]
article-paragraph: (h) Labour not otherwise herein specified shall be paid for at the rate of 1s per hour. bbox=[297, 365, 426, 394]
divider bbox=[830, 1473, 956, 1474]
article-paragraph: 9. (a) Any worker who considers himself incapable of earning the minimum wage may be paid such lower wage as may from time to time be fixed, on the application of the worker, after notice to the Union, by the Stipendiary Magistrate of the district in which such worker resides, or such other person as such Magistrate may from time to time appoint for that purpose, and such Magistrate or person in so fixing such wage, shall have regard to the worker's capability, his past earnings and such other circumstances as such Magistrate or person may think fit to consider, after hearing such evidence and argument as the Union and the worker shall offer, and upon granting such permit, the Magistrate or such other person shall forward notice thereof to the Inspector of Factories. bbox=[297, 804, 426, 990]
subheading: The All Blacks tour. bbox=[591, 899, 672, 910]
crest-icon: ⚜ bbox=[884, 1210, 902, 1230]
section-title: EXEMPTION. bbox=[475, 527, 521, 536]
kelly-gang-title: The Kelly Gang. bbox=[708, 824, 815, 841]
company-name: The Malcolm bbox=[991, 174, 1083, 192]
advert-paragraph: PRICES, 3s, 2s, 1s. Box plan at Levett's. E. ANDREWS, Touring Manager. bbox=[704, 888, 819, 906]
article-paragraph: The Daily Mail says :—"In the fine points of the game the local men were beaten, and in handling the ball the difference was most marked. At the same time many are of opinion that the 'All Blacks' play yesterday could not be compared with the form shown by previous New Zealand combinations." bbox=[570, 1064, 693, 1139]
subheading: Team for To-day. bbox=[597, 1140, 666, 1151]
section-title: FOXTON SPORTS AND ATHLETIC CLUB. bbox=[967, 1210, 1107, 1219]
divider bbox=[964, 171, 1110, 173]
heading-cable-briefs: CABLE BRIEFS. bbox=[584, 31, 679, 45]
article-paragraph: The evidence at the hearing proved that the sleeping and other accommodation for the workers at some of the flaxmills in the Manawatu District is very defective. The Court has not emboldened any provision on the subject in the Award, but it recommends the owners of these mills and of other mills in the same condition to provide proper accommodation for the workers as soon as possible. bbox=[434, 915, 562, 1017]
advert-paragraph: TENDERS will be received at this office until noon on Tuesday, 30th July, 1907, for repairs, painting, etc., at the Courthouse, Foxton. Drawings, specifications, and conditions can be seen at the Post Office, Foxton and Palmerston North, and at this office. The lowest or any tender not necessarily accepted. bbox=[830, 1254, 956, 1338]
classified: RESTAURANT.—Best position in rising town. Rent, 35s. All latest improvements. Hot and cold water : Gas Stove, etc. All as a going concern. £80 ! Immediate entry.— Apply office of this paper. bbox=[830, 1384, 956, 1440]
section-title: REPAIRS AND PAINTING. bbox=[849, 1243, 937, 1253]
article-paragraph: SYDNEY, July 25. Webb, the New Zealand Sculler, is putting in good work for his match with Charles Towns for the championship of the world, to be rowed on August 3rd. bbox=[4, 1032, 148, 1070]
article-paragraph: In witness whereof the Seal of the Court of Arbitration hath hereto been put and affixed and the Judge of the Court hath hereunto set his hand, this 19th day of July 1907. bbox=[156, 572, 289, 619]
furniture-title bbox=[964, 28, 1110, 52]
advert-line: Luncheon Provided. bbox=[862, 242, 924, 252]
advert-title: A Boon to Housewives, bbox=[889, 590, 1051, 609]
article-paragraph: The Court has exempted the natives employed at Mr Rutherford's mill at Waverley and at Mr Bourke's mill at Wairoa from the operation of this Award, and has reserved power to make a similar exemption with regard to other mills subject to the Award. bbox=[434, 1018, 562, 1084]
article-paragraph: 3. The following shall be the recognised holidays : New Year's Day, Good Friday, Easter Monday, Labour Day, the birthday of the reigning Sovereign, Christmas Day, and Boxing Day. Work done on Christmas Day, Good Friday, or Sunday, shall be paid for at the rate of double time, and work done on any of the other holidays shall be paid for at the rate of time and a-half. Provided that with respect to paddockers and flax carters the rates shall be for the first four hours time and a-quarter, and thereafter time and a-half. bbox=[156, 964, 289, 1085]
signature: W. A. SIM, Judge. bbox=[469, 1096, 527, 1106]
article-paragraph: bers, provided that there are members of the Union equally qualified to perform the particular work required to be done, and the employer shall know of such members and shall be able to obtain their services without any undue delay. Nothing herein contained shall prevent the continued employment of any employee although such workers may not be or become members of the Union. bbox=[434, 28, 562, 121]
signature: J. WILFRED ROUGH, Hon. Sec. Foxton, July 18, 1907. bbox=[965, 1271, 1108, 1289]
article-paragraph: 12. When trams have been laid it shall not be obligatory on cutters to place their flax on the trams. Should flax be cut in the swamp longer than three days, an average per bundle of cutters previous weights shall be taken, and payment shall be made accordingly. This provision shall apply if it be found impossible to get the flax out of the swamp. bbox=[434, 228, 562, 312]
article-paragraph: 14. If scutchers are not provided with hands they shall be paid 6d per ton extra for them. Stripper keepers shall be permitted to repair the scutching apparatus whenever repairs are required. bbox=[434, 352, 562, 399]
subheading: THAT IS THE WAY TO CURE ALL STOMACH DISORDERS, BY USING MOTHER SEIGEL'S SYRUP. bbox=[706, 44, 817, 70]
advert-paragraph: THE annual general meeting of the above Club will be held in Mr Perreau's rooms on Monday, 29th inst., at 8 p.m. bbox=[964, 1221, 1110, 1249]
rate-row: 18 to 19 years ...... 25s per week bbox=[312, 459, 411, 468]
advert-paragraph: will begin on WEDNESDAY, 31st July. An eight page Sale Circular is now in course of preparation, and when ready will be sent post free to any address, on application. bbox=[964, 319, 1110, 357]
rate-row: 17 to 18 years ...... 20s per week bbox=[312, 447, 411, 457]
heading-at-first: AT FIRST, NOT AT LAST. bbox=[701, 31, 822, 42]
